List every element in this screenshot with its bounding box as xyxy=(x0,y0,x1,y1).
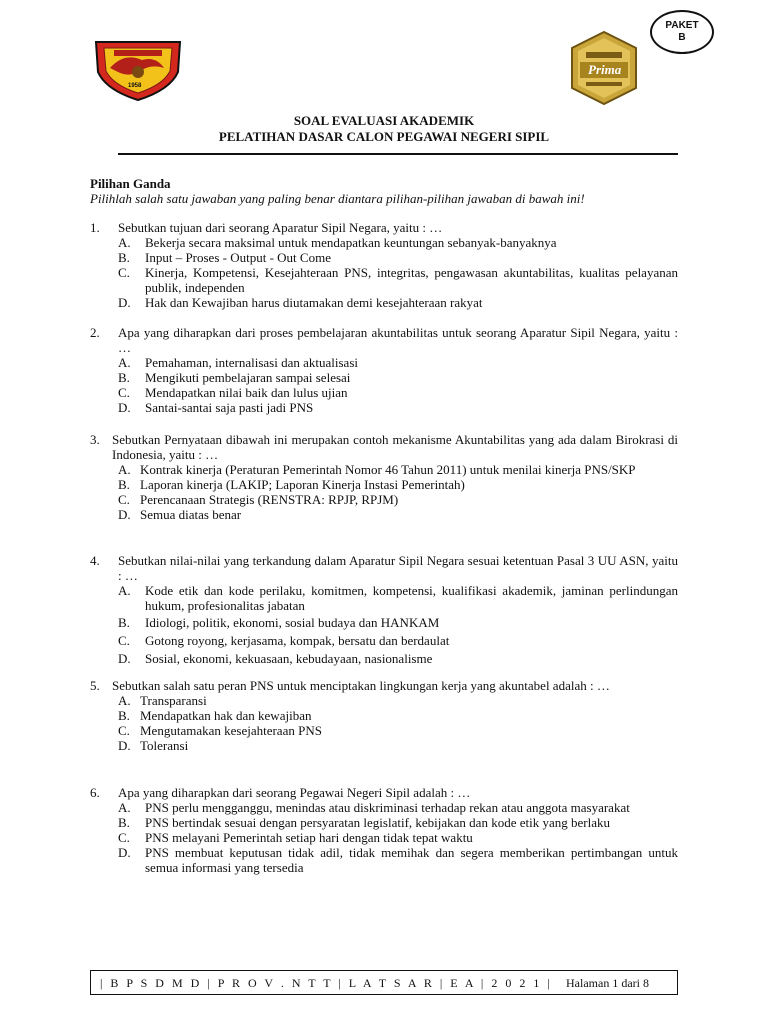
option-letter: D. xyxy=(118,400,131,415)
option xyxy=(118,265,678,295)
option-text: PNS melayani Pemerintah setiap hari dengan tidak tepat waktu xyxy=(145,830,473,845)
option-letter: C. xyxy=(118,633,130,648)
option-text: Gotong royong, kerjasama, kompak, bersatu dan berdaulat xyxy=(145,633,450,648)
option xyxy=(118,355,678,370)
option xyxy=(118,738,678,753)
option xyxy=(118,250,678,265)
option xyxy=(118,615,678,630)
question-text: Sebutkan nilai-nilai yang terkandung dalam Aparatur Sipil Negara sesuai ketentuan Pasal 3 UU ASN, yaitu : … xyxy=(118,553,678,583)
option xyxy=(118,462,678,477)
option xyxy=(118,830,678,845)
question-6 xyxy=(90,785,678,875)
option xyxy=(118,800,678,815)
option-letter: D. xyxy=(118,845,131,860)
option-letter: B. xyxy=(118,708,130,723)
option-letter: D. xyxy=(118,651,131,666)
option xyxy=(118,385,678,400)
option xyxy=(118,400,678,415)
question-number: 3. xyxy=(90,432,100,447)
option xyxy=(118,651,678,666)
option-text: Kontrak kinerja (Peraturan Pemerintah Nomor 46 Tahun 2011) untuk menilai kinerja PNS/SKP xyxy=(140,462,636,477)
option-letter: B. xyxy=(118,250,130,265)
question-text: Sebutkan salah satu peran PNS untuk menciptakan lingkungan kerja yang akuntabel adalah : … xyxy=(112,678,610,693)
option-letter: D. xyxy=(118,507,131,522)
option xyxy=(118,583,678,613)
option xyxy=(118,295,678,310)
option-text: Input – Proses - Output - Out Come xyxy=(145,250,331,265)
option-text: Hak dan Kewajiban harus diutamakan demi kesejahteraan rakyat xyxy=(145,295,483,310)
option-letter: A. xyxy=(118,355,131,370)
option-text: Idiologi, politik, ekonomi, sosial budaya dan HANKAM xyxy=(145,615,440,630)
option xyxy=(118,370,678,385)
prima-badge-logo xyxy=(566,30,642,106)
option-text: Santai-santai saja pasti jadi PNS xyxy=(145,400,314,415)
option-letter: C. xyxy=(118,830,130,845)
option-letter: A. xyxy=(118,462,131,477)
footer-organization: | B P S D M D | P R O V . N T T | L A T S A R | E A | 2 0 2 1 | xyxy=(100,976,553,990)
province-logo xyxy=(90,38,186,102)
option-letter: A. xyxy=(118,800,131,815)
question-text: Sebutkan tujuan dari seorang Aparatur Sipil Negara, yaitu : … xyxy=(118,220,443,235)
option-letter: B. xyxy=(118,477,130,492)
option xyxy=(118,633,678,648)
question-4 xyxy=(90,553,678,666)
option-text: Bekerja secara maksimal untuk mendapatkan keuntungan sebanyak-banyaknya xyxy=(145,235,557,250)
option-text: Sosial, ekonomi, kekuasaan, kebudayaan, nasionalisme xyxy=(145,651,433,666)
prima-logo-text: Prima xyxy=(588,62,622,77)
section-instruction: Pilihlah salah satu jawaban yang paling benar diantara pilihan-pilihan jawaban di bawah ini! xyxy=(90,191,585,206)
option-text: Kode etik dan kode perilaku, komitmen, kompetensi, kualifikasi akademik, jaminan perlindungan hukum, profesionalitas jabatan xyxy=(145,583,678,613)
question-text: Apa yang diharapkan dari proses pembelajaran akuntabilitas untuk seorang Aparatur Sipil Negara, yaitu : … xyxy=(118,325,678,355)
option-letter: C. xyxy=(118,723,130,738)
option-text: PNS membuat keputusan tidak adil, tidak memihak dan segera memberikan pertimbangan untuk semua informasi yang tersedia xyxy=(145,845,678,875)
option-text: Mendapatkan hak dan kewajiban xyxy=(140,708,312,723)
option-text: PNS perlu mengganggu, menindas atau diskriminasi terhadap rekan atau anggota masyarakat xyxy=(145,800,630,815)
page-number: Halaman 1 dari 8 xyxy=(566,976,649,990)
option-letter: B. xyxy=(118,815,130,830)
option-letter: A. xyxy=(118,693,131,708)
question-1 xyxy=(90,220,678,310)
option xyxy=(118,507,678,522)
option xyxy=(118,708,678,723)
paket-badge xyxy=(650,10,714,54)
option-text: Mengikuti pembelajaran sampai selesai xyxy=(145,370,351,385)
option-text: Kinerja, Kompetensi, Kesejahteraan PNS, integritas, pengawasan akuntabilitas, kualitas pelayanan publik, independen xyxy=(145,265,678,295)
option xyxy=(118,693,678,708)
logo-year: 1958 xyxy=(128,83,142,89)
title-divider xyxy=(118,153,678,155)
question-number: 2. xyxy=(90,325,100,340)
option-text: Mendapatkan nilai baik dan lulus ujian xyxy=(145,385,348,400)
option-text: Laporan kinerja (LAKIP; Laporan Kinerja Instasi Pemerintah) xyxy=(140,477,465,492)
option xyxy=(118,815,678,830)
option xyxy=(118,492,678,507)
option-letter: B. xyxy=(118,370,130,385)
option-letter: C. xyxy=(118,265,130,280)
question-text: Sebutkan Pernyataan dibawah ini merupakan contoh mekanisme Akuntabilitas yang ada dalam Birokrasi di Indonesia, yaitu : … xyxy=(112,432,678,462)
option-text: Semua diatas benar xyxy=(140,507,242,522)
question-2 xyxy=(90,325,678,415)
option-text: PNS bertindak sesuai dengan persyaratan legislatif, kebijakan dan kode etik yang berlaku xyxy=(145,815,610,830)
option-text: Mengutamakan kesejahteraan PNS xyxy=(140,723,322,738)
question-3 xyxy=(90,432,678,522)
option-text: Transparansi xyxy=(140,693,207,708)
option xyxy=(118,723,678,738)
question-5 xyxy=(90,678,678,753)
question-number: 4. xyxy=(90,553,100,568)
option-letter: A. xyxy=(118,235,131,250)
option-text: Perencanaan Strategis (RENSTRA: RPJP, RPJM) xyxy=(140,492,399,507)
option-text: Pemahaman, internalisasi dan aktualisasi xyxy=(145,355,358,370)
question-number: 6. xyxy=(90,785,100,800)
section-title: Pilihan Ganda xyxy=(90,176,171,191)
question-number: 5. xyxy=(90,678,100,693)
question-text: Apa yang diharapkan dari seorang Pegawai Negeri Sipil adalah : … xyxy=(118,785,471,800)
paket-code: B xyxy=(678,32,686,43)
option-letter: D. xyxy=(118,295,131,310)
option-letter: C. xyxy=(118,385,130,400)
option xyxy=(118,845,678,875)
document-subtitle: PELATIHAN DASAR CALON PEGAWAI NEGERI SIPIL xyxy=(218,129,550,144)
document-title: SOAL EVALUASI AKADEMIK xyxy=(293,113,475,128)
option xyxy=(118,477,678,492)
paket-label: PAKET xyxy=(665,20,699,31)
option-letter: A. xyxy=(118,583,131,598)
option-letter: C. xyxy=(118,492,130,507)
option-letter: D. xyxy=(118,738,131,753)
option-text: Toleransi xyxy=(140,738,189,753)
option-letter: B. xyxy=(118,615,130,630)
option xyxy=(118,235,678,250)
question-number: 1. xyxy=(90,220,100,235)
